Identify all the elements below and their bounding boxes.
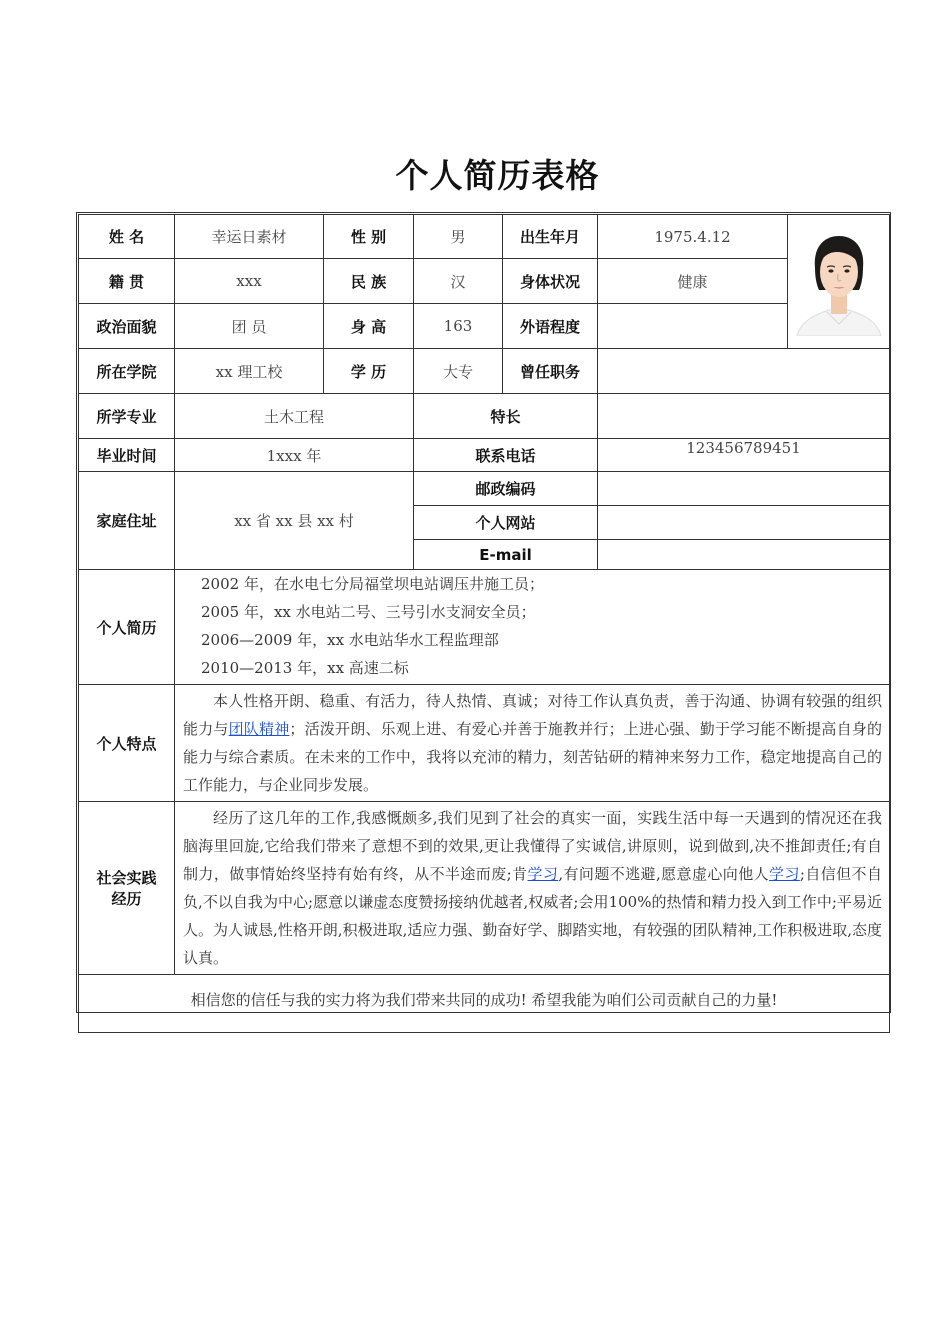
email-value[interactable] bbox=[598, 540, 890, 570]
resume-line: 2010—2013 年，xx 高速二标 bbox=[201, 659, 409, 677]
gender-label: 性 别 bbox=[324, 215, 414, 259]
native-place-value[interactable]: xxx bbox=[175, 259, 324, 304]
resume-line: 2005 年，xx 水电站二号、三号引水支洞安全员； bbox=[201, 603, 536, 621]
gender-value[interactable]: 男 bbox=[414, 215, 503, 259]
website-value[interactable] bbox=[598, 506, 890, 540]
political-value[interactable]: 团 员 bbox=[175, 304, 324, 349]
traits-content bbox=[175, 685, 890, 802]
closing-statement: 相信您的信任与我的实力将为我们带来共同的成功! 希望我能为咱们公司贡献自己的力量! bbox=[79, 975, 890, 1033]
address-value[interactable]: xx 省 xx 县 xx 村 bbox=[175, 472, 414, 570]
study-link-2[interactable]: 学习 bbox=[769, 865, 800, 883]
study-link-1[interactable]: 学习 bbox=[527, 865, 559, 883]
resume-line: 2002 年，在水电七分局福堂坝电站调压井施工员； bbox=[201, 575, 544, 593]
college-value[interactable]: xx 理工校 bbox=[175, 349, 324, 394]
political-label: 政治面貌 bbox=[79, 304, 175, 349]
resume-table bbox=[78, 214, 890, 1033]
language-value[interactable] bbox=[598, 304, 788, 349]
former-post-label: 曾任职务 bbox=[503, 349, 598, 394]
former-post-value[interactable] bbox=[598, 349, 890, 394]
practice-label: 社会实践经历 bbox=[79, 802, 175, 975]
practice-text-1: 经历了这几年的工作,我感慨颇多,我们见到了社会的真实一面，实践生活中每一天遇到的情况还在我脑海里回旋,它给我们带来了意想不到的效果,更让我懂得了实诚信,讲原则，说到做到,决不推卸责任;有自制力，做事情始终坚持有始有终，从不半途而废;肯 bbox=[183, 809, 882, 883]
traits-paragraph bbox=[183, 687, 882, 799]
specialty-value[interactable] bbox=[598, 394, 890, 439]
health-value[interactable]: 健康 bbox=[598, 259, 788, 304]
major-label: 所学专业 bbox=[79, 394, 175, 439]
website-label: 个人网站 bbox=[414, 506, 598, 540]
postcode-value[interactable] bbox=[598, 472, 890, 506]
graduation-label: 毕业时间 bbox=[79, 439, 175, 472]
education-value[interactable]: 大专 bbox=[414, 349, 503, 394]
ethnic-label: 民 族 bbox=[324, 259, 414, 304]
email-label: E-mail bbox=[414, 540, 598, 570]
birth-value[interactable]: 1975.4.12 bbox=[598, 215, 788, 259]
native-place-label: 籍 贯 bbox=[79, 259, 175, 304]
portrait-image bbox=[789, 228, 889, 336]
specialty-label: 特长 bbox=[414, 394, 598, 439]
birth-label: 出生年月 bbox=[503, 215, 598, 259]
practice-paragraph bbox=[183, 804, 882, 972]
traits-text-2: ；活泼开朗、乐观上进、有爱心并善于施教并行；上进心强、勤于学习能不断提高自身的能力与综合素质。在未来的工作中，我将以充沛的精力，刻苦钻研的精神来努力工作，稳定地提高自己的工作能力，与企业同步发展。 bbox=[183, 720, 882, 794]
health-label: 身体状况 bbox=[503, 259, 598, 304]
photo-cell bbox=[788, 215, 890, 349]
practice-text-3: ;自信但不自负,不以自我为中心;愿意以谦虚态度赞扬接纳优越者,权威者;会用100%的热情和精力投入到工作中;平易近人。为人诚恳,性格开朗,积极进取,适应力强、勤奋好学、脚踏实地，有较强的团队精神,工作积极进取,态度认真。 bbox=[183, 865, 882, 967]
phone-label: 联系电话 bbox=[414, 439, 598, 472]
college-label: 所在学院 bbox=[79, 349, 175, 394]
resume-line: 2006—2009 年，xx 水电站华水工程监理部 bbox=[201, 631, 499, 649]
height-label: 身 高 bbox=[324, 304, 414, 349]
phone-value[interactable]: 123456789451 bbox=[598, 439, 890, 472]
practice-content bbox=[175, 802, 890, 975]
traits-text-1: 本人性格开朗、稳重、有活力，待人热情、真诚；对待工作认真负责，善于沟通、协调有较强的组织能力与 bbox=[183, 692, 882, 738]
graduation-value[interactable]: 1xxx 年 bbox=[175, 439, 414, 472]
traits-label: 个人特点 bbox=[79, 685, 175, 802]
postcode-label: 邮政编码 bbox=[414, 472, 598, 506]
name-value[interactable]: 幸运日素材 bbox=[175, 215, 324, 259]
profile-photo bbox=[789, 228, 889, 336]
practice-text-2: ,有问题不逃避,愿意虚心向他人 bbox=[558, 865, 770, 883]
ethnic-value[interactable]: 汉 bbox=[414, 259, 503, 304]
education-label: 学 历 bbox=[324, 349, 414, 394]
name-label: 姓 名 bbox=[79, 215, 175, 259]
page-title: 个人简历表格 bbox=[395, 156, 600, 195]
team-spirit-link[interactable]: 团队精神 bbox=[228, 720, 290, 738]
address-label: 家庭住址 bbox=[79, 472, 175, 570]
height-value[interactable]: 163 bbox=[414, 304, 503, 349]
language-label: 外语程度 bbox=[503, 304, 598, 349]
resume-content bbox=[175, 570, 890, 685]
resume-label: 个人简历 bbox=[79, 570, 175, 685]
major-value[interactable]: 土木工程 bbox=[175, 394, 414, 439]
